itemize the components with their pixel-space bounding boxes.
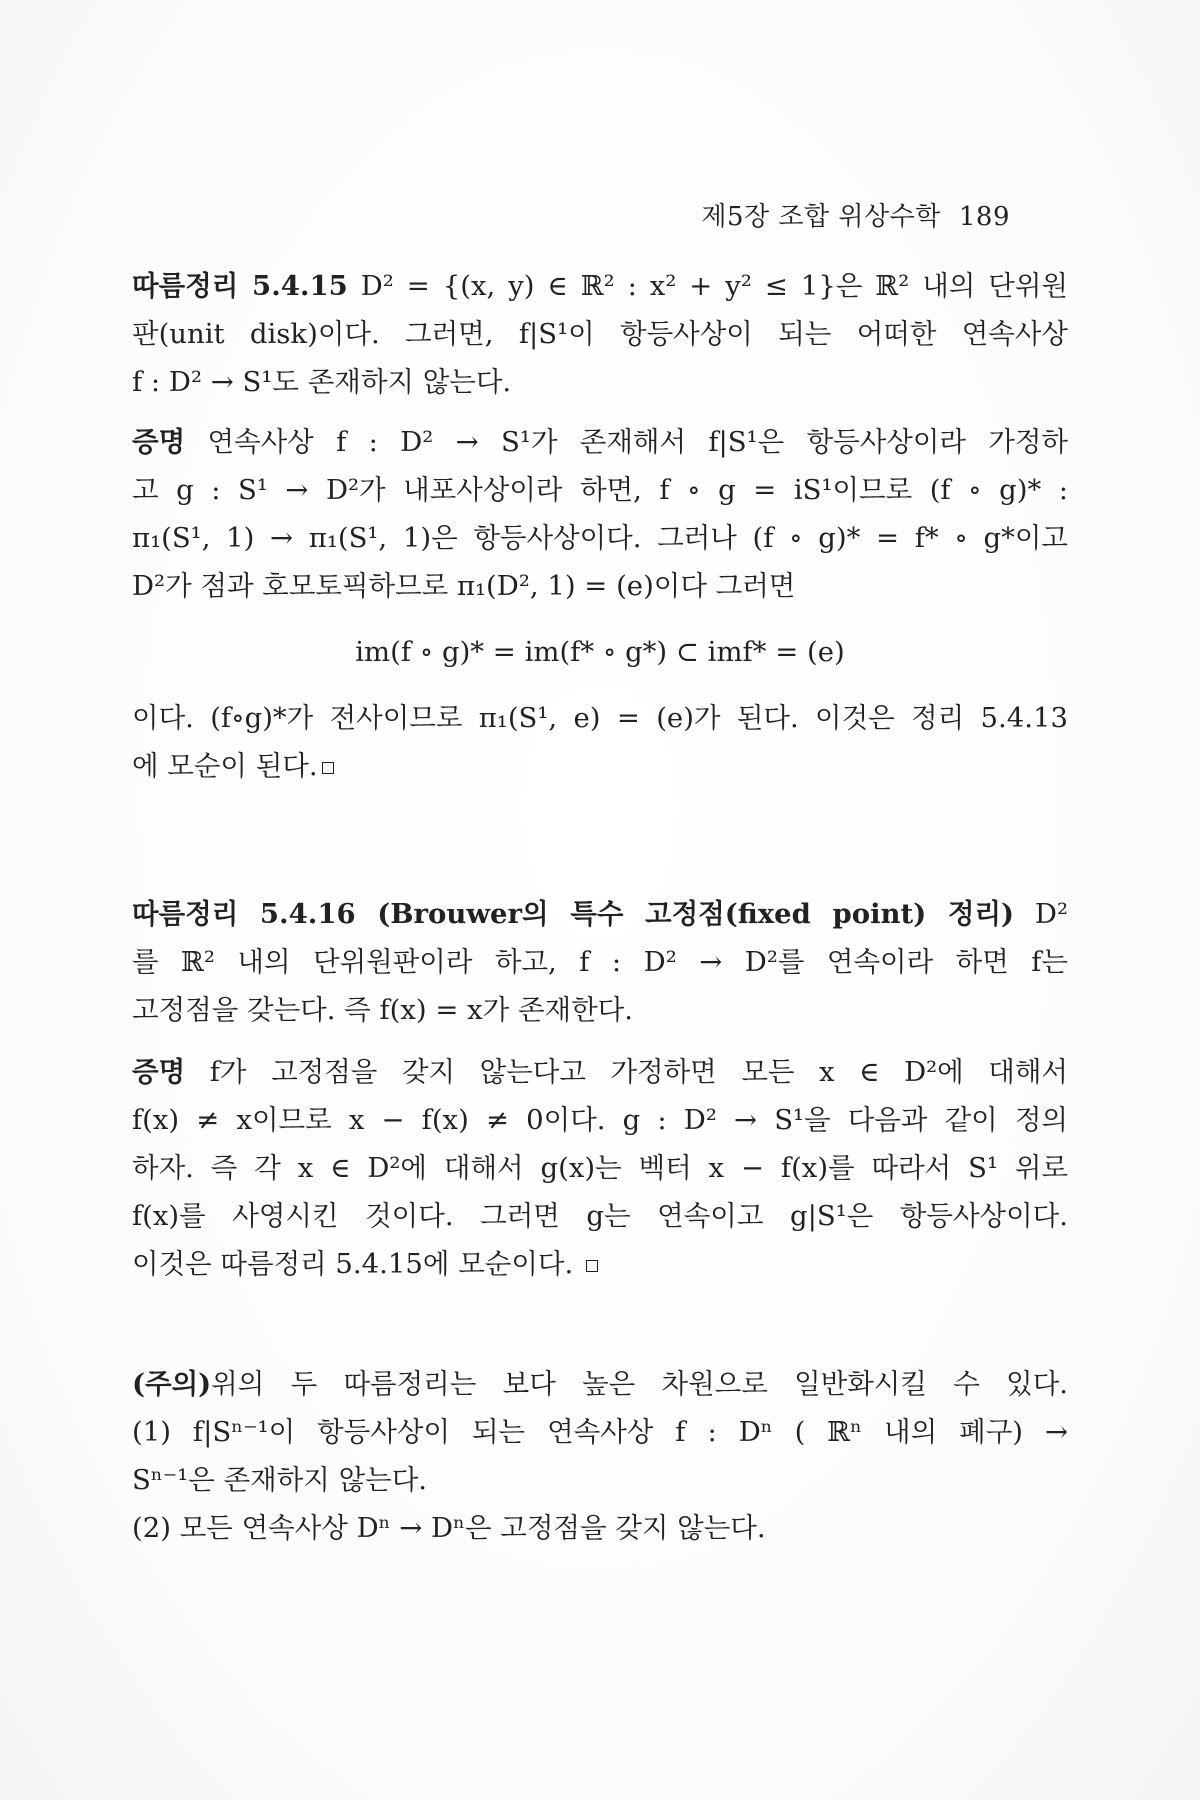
text-line: f(x) ≠ x이므로 x − f(x) ≠ 0이다. g : D² → S¹을 다음과 같이 정의 bbox=[132, 1104, 1068, 1136]
statement-text: D² bbox=[1034, 898, 1068, 930]
qed-square-icon bbox=[586, 1260, 598, 1272]
text-line: π₁(S¹, 1) → π₁(S¹, 1)은 항등사상이다. 그러나 (f ∘ g)* = f* ∘ g*이고 bbox=[132, 522, 1068, 554]
corollary-label: 따름정리 5.4.15 bbox=[132, 270, 348, 302]
text-line: D²가 점과 호모토픽하므로 π₁(D², 1) = (e)이다 그러면 bbox=[132, 570, 796, 602]
remark-text: 위의 두 따름정리는 보다 높은 차원으로 일반화시킬 수 있다. bbox=[211, 1368, 1068, 1400]
corollary-label: 따름정리 5.4.16 (Brouwer의 특수 고정점(fixed point) 정리) bbox=[132, 898, 1015, 930]
text-line: 판(unit disk)이다. 그러면, f|S¹이 항등사상이 되는 어떠한 연속사상 bbox=[132, 318, 1068, 350]
proof-label: 증명 bbox=[132, 1056, 186, 1088]
running-header bbox=[701, 196, 1010, 233]
text-line bbox=[132, 742, 1068, 790]
text-line bbox=[132, 890, 1068, 938]
proof-block-1 bbox=[132, 418, 1068, 790]
text-line bbox=[132, 1240, 1068, 1288]
corollary-5-4-16 bbox=[132, 890, 1068, 1034]
proof-text: f가 고정점을 갖지 않는다고 가정하면 모든 x ∈ D²에 대해서 bbox=[209, 1056, 1068, 1088]
text-line bbox=[132, 262, 1068, 310]
text-line: 고 g : S¹ → D²가 내포사상이라 하면, f ∘ g = iS¹이므로 (f ∘ g)* : bbox=[132, 474, 1068, 506]
proof-label: 증명 bbox=[132, 426, 186, 458]
proof-block-2 bbox=[132, 1048, 1068, 1288]
text-line: (1) f|Sⁿ⁻¹이 항등사상이 되는 연속사상 f : Dⁿ ( ℝⁿ 내의 폐구) → bbox=[132, 1416, 1068, 1448]
qed-square-icon bbox=[322, 762, 334, 774]
text-line: f(x)를 사영시킨 것이다. 그러면 g는 연속이고 g|S¹은 항등사상이다. bbox=[132, 1200, 1068, 1232]
text-line: f : D² → S¹도 존재하지 않는다. bbox=[132, 366, 512, 398]
text-line bbox=[132, 418, 1068, 466]
text-line bbox=[132, 1360, 1068, 1408]
corollary-5-4-15 bbox=[132, 262, 1068, 406]
text-line: 고정점을 갖는다. 즉 f(x) = x가 존재한다. bbox=[132, 994, 633, 1026]
display-equation: im(f ∘ g)* = im(f* ∘ g*) ⊂ imf* = (e) bbox=[355, 636, 845, 668]
text-line: 를 ℝ² 내의 단위원판이라 하고, f : D² → D²를 연속이라 하면 f는 bbox=[132, 946, 1068, 978]
chapter-title: 제5장 조합 위상수학 bbox=[701, 202, 941, 232]
text-line bbox=[132, 1048, 1068, 1096]
text-line: (2) 모든 연속사상 Dⁿ → Dⁿ은 고정점을 갖지 않는다. bbox=[132, 1512, 766, 1544]
remark-block bbox=[132, 1360, 1068, 1552]
text-line: 이다. (f∘g)*가 전사이므로 π₁(S¹, e) = (e)가 된다. 이것은 정리 5.4.13 bbox=[132, 702, 1068, 734]
proof-text: 연속사상 f : D² → S¹가 존재해서 f|S¹은 항등사상이라 가정하 bbox=[207, 426, 1068, 458]
text-line: 하자. 즉 각 x ∈ D²에 대해서 g(x)는 벡터 x − f(x)를 따라서 S¹ 위로 bbox=[132, 1152, 1068, 1184]
proof-end-text: 이것은 따름정리 5.4.15에 모순이다. bbox=[132, 1248, 574, 1280]
remark-label: (주의) bbox=[132, 1368, 212, 1400]
proof-end-text: 에 모순이 된다. bbox=[132, 750, 318, 782]
statement-text: D² = {(x, y) ∈ ℝ² : x² + y² ≤ 1}은 ℝ² 내의 단위원 bbox=[360, 270, 1068, 302]
text-line: Sⁿ⁻¹은 존재하지 않는다. bbox=[132, 1464, 428, 1496]
page-number: 189 bbox=[958, 202, 1010, 232]
